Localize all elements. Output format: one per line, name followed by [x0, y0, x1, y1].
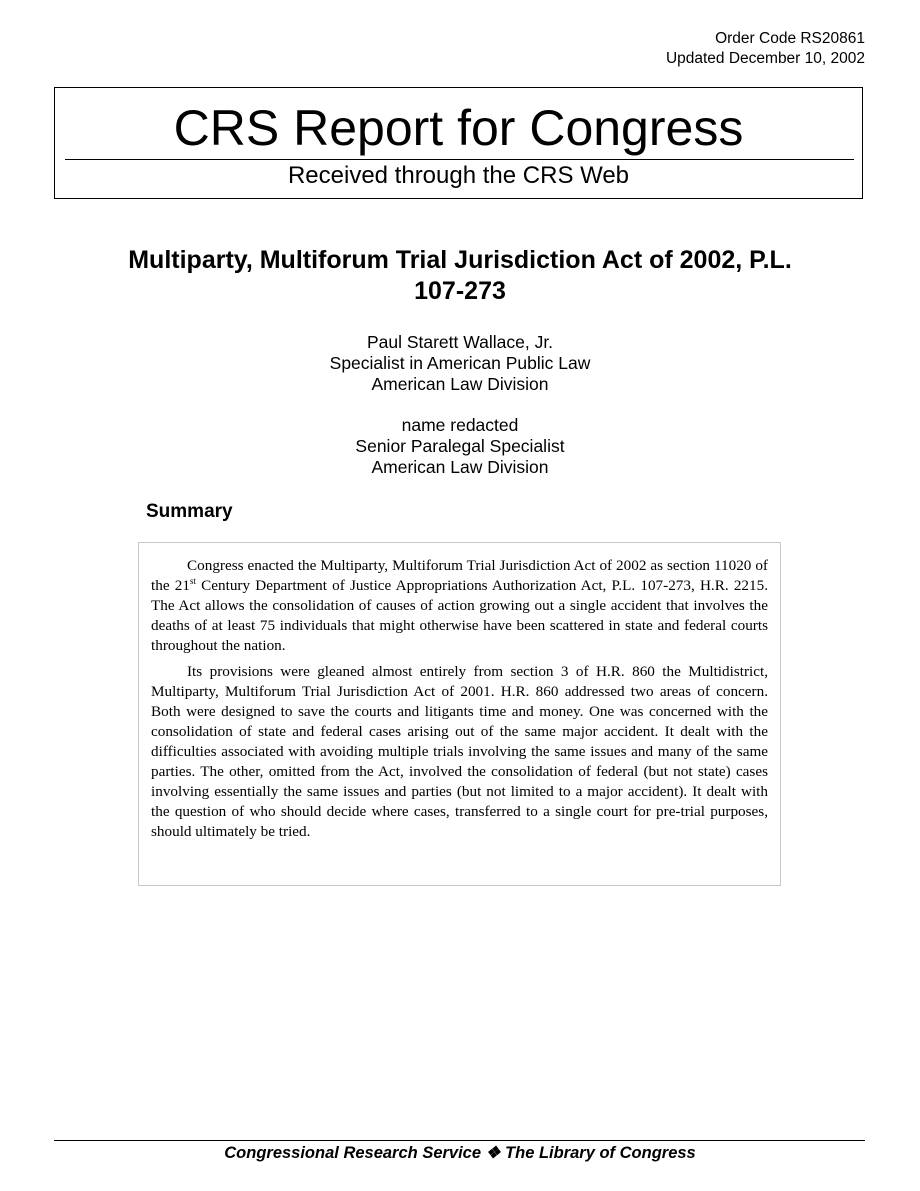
author-block: [260, 332, 660, 395]
banner-subtitle: Received through the CRS Web: [287, 162, 630, 189]
footer-right: The Library of Congress: [505, 1144, 696, 1162]
footer-left: Congressional Research Service: [224, 1144, 482, 1162]
author-name: Paul Starett Wallace, Jr.: [366, 332, 554, 352]
footer-divider: [54, 1140, 865, 1141]
diamond-separator-icon: ❖: [485, 1144, 501, 1162]
summary-box: [138, 542, 781, 886]
banner-divider: [65, 159, 854, 160]
order-code: Order Code RS20861: [715, 30, 865, 47]
ordinal-suffix: st: [189, 576, 196, 586]
author-name: name redacted: [401, 415, 519, 435]
summary-text: Congress enacted the Multiparty, Multiforum Trial Jurisdiction Act of 2002 as section 11020 of the 21: [151, 557, 768, 594]
summary-paragraph: Its provisions were gleaned almost entirely from section 3 of H.R. 860 the Multidistrict, Multiparty, Multiforum Trial Jurisdiction Act of 2001. H.R. 860 addressed two areas of concern. Both were designed to save the courts and litigants time and money. One was concerned with the consolidation of state and federal cases arising out of the same major accident. It dealt with the difficulties associated with avoiding multiple trials involving the same issues and many of the same parties. The other, omitted from the Act, involved the consolidation of federal (but not state) cases involving essentially the same issues and parties (but not limited to a major accident). It dealt with the question of who should decide where cases, transferred to a single court for pre-trial purposes, should ultimately be tried.: [151, 663, 768, 840]
author-block: [260, 415, 660, 478]
summary-heading: Summary: [146, 501, 233, 522]
summary-text: Century Department of Justice Appropriations Authorization Act, P.L. 107-273, H.R. 2215. The Act allows the consolidation of causes of action growing out a single accident that involves the deaths of at least 75 individuals that might otherwise have been scattered in state and federal courts throughout the nation.: [151, 577, 768, 654]
author-division: American Law Division: [371, 457, 549, 477]
author-division: American Law Division: [371, 374, 549, 394]
order-info: [465, 29, 865, 69]
author-title: Senior Paralegal Specialist: [355, 436, 565, 456]
updated-date: Updated December 10, 2002: [665, 50, 865, 67]
banner-title: CRS Report for Congress: [173, 100, 744, 156]
author-title: Specialist in American Public Law: [329, 353, 591, 373]
footer: [0, 1143, 920, 1163]
summary-paragraph: [151, 556, 768, 656]
report-title: Multiparty, Multiforum Trial Jurisdiction Act of 2002, P.L. 107-273: [128, 246, 792, 305]
crs-banner: [54, 87, 863, 199]
